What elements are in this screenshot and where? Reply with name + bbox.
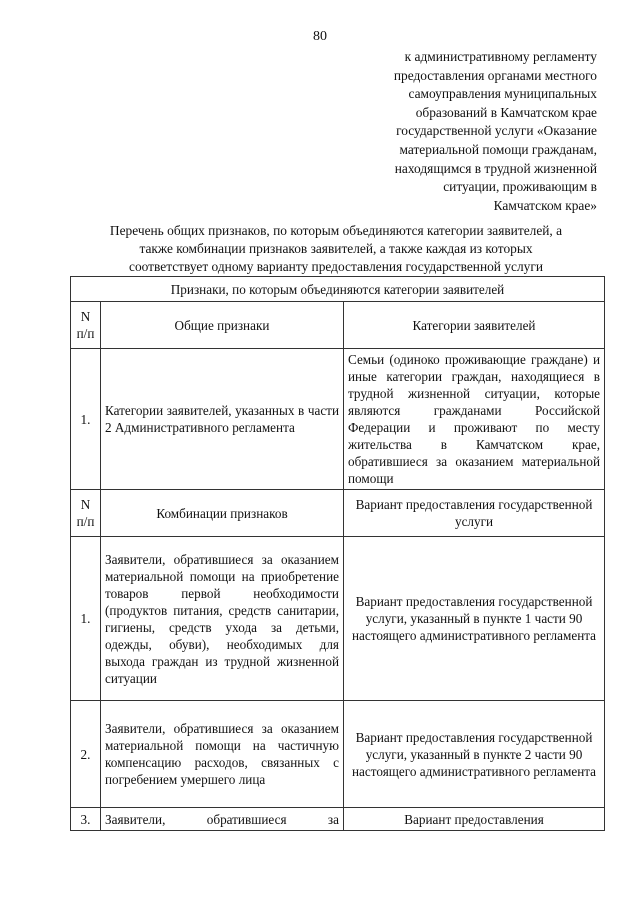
- row-number: 2.: [71, 701, 101, 808]
- row-number: 1.: [71, 349, 101, 490]
- section-header-row: [71, 277, 605, 302]
- appendix-line: самоуправления муниципальных: [408, 86, 597, 102]
- categories-header: Категории заявителей: [344, 302, 605, 349]
- appendix-line: государственной услуги «Оказание: [396, 123, 597, 139]
- appendix-line: материальной помощи гражданам,: [399, 141, 597, 157]
- row-number: 1.: [71, 537, 101, 701]
- variant-cell: Вариант предоставления государственной услуги, указанный в пункте 1 части 90 настоящего административного регламента: [344, 537, 605, 701]
- title-line: соответствует одному варианту предоставления государственной услуги: [129, 259, 543, 274]
- row-number: 3.: [71, 808, 101, 831]
- appendix-line: Камчатском крае»: [493, 197, 597, 213]
- page-number: 80: [313, 29, 327, 44]
- table-header-row: [71, 490, 605, 537]
- feature-cell: Категории заявителей, указанных в части 2 Административного регламента: [101, 349, 344, 490]
- variant-header: Вариант предоставления государственной услуги: [344, 490, 605, 537]
- combination-cell: Заявители, обратившиеся за: [101, 808, 344, 831]
- common-features-header: Общие признаки: [101, 302, 344, 349]
- table-row: [71, 808, 605, 831]
- appendix-line: ситуации, проживающим в: [443, 179, 597, 195]
- table-row: [71, 349, 605, 490]
- category-cell: Семьи (одиноко проживающие граждане) и иные категории граждан, находящиеся в трудной жизненной ситуации, которые являются гражданами Российской Федерации и проживают по месту жительства в Камчатском крае, обратившиеся за оказанием материальной помощи: [344, 349, 605, 490]
- appendix-line: находящимся в трудной жизненной: [394, 160, 597, 176]
- appendix-line: образований в Камчатском крае: [415, 104, 597, 120]
- table-row: [71, 537, 605, 701]
- variant-cell: Вариант предоставления государственной услуги, указанный в пункте 2 части 90 настоящего административного регламента: [344, 701, 605, 808]
- variant-cell: Вариант предоставления: [344, 808, 605, 831]
- combinations-header: Комбинации признаков: [101, 490, 344, 537]
- document-title: [70, 222, 602, 276]
- title-line: также комбинации признаков заявителей, а также каждая из которых: [139, 241, 533, 256]
- num-header: N п/п: [71, 302, 101, 349]
- appendix-reference: [352, 48, 597, 215]
- combination-cell: Заявители, обратившиеся за оказанием материальной помощи на частичную компенсацию расходов, связанных с погребением умершего лица: [101, 701, 344, 808]
- appendix-line: предоставления органами местного: [393, 67, 597, 83]
- appendix-line: к административному регламенту: [404, 49, 597, 64]
- title-line: Перечень общих признаков, по которым объединяются категории заявителей, а: [109, 223, 563, 238]
- section-header: Признаки, по которым объединяются категории заявителей: [71, 277, 605, 302]
- num-header: N п/п: [71, 490, 101, 537]
- table-row: [71, 701, 605, 808]
- table-header-row: [71, 302, 605, 349]
- combination-cell: Заявители, обратившиеся за оказанием материальной помощи на приобретение товаров первой необходимости (продуктов питания, средств санитарии, гигиены, средств ухода за детьми, одежды, обуви), необходимых для выхода граждан из трудной жизненной ситуации: [101, 537, 344, 701]
- criteria-table: [70, 276, 605, 831]
